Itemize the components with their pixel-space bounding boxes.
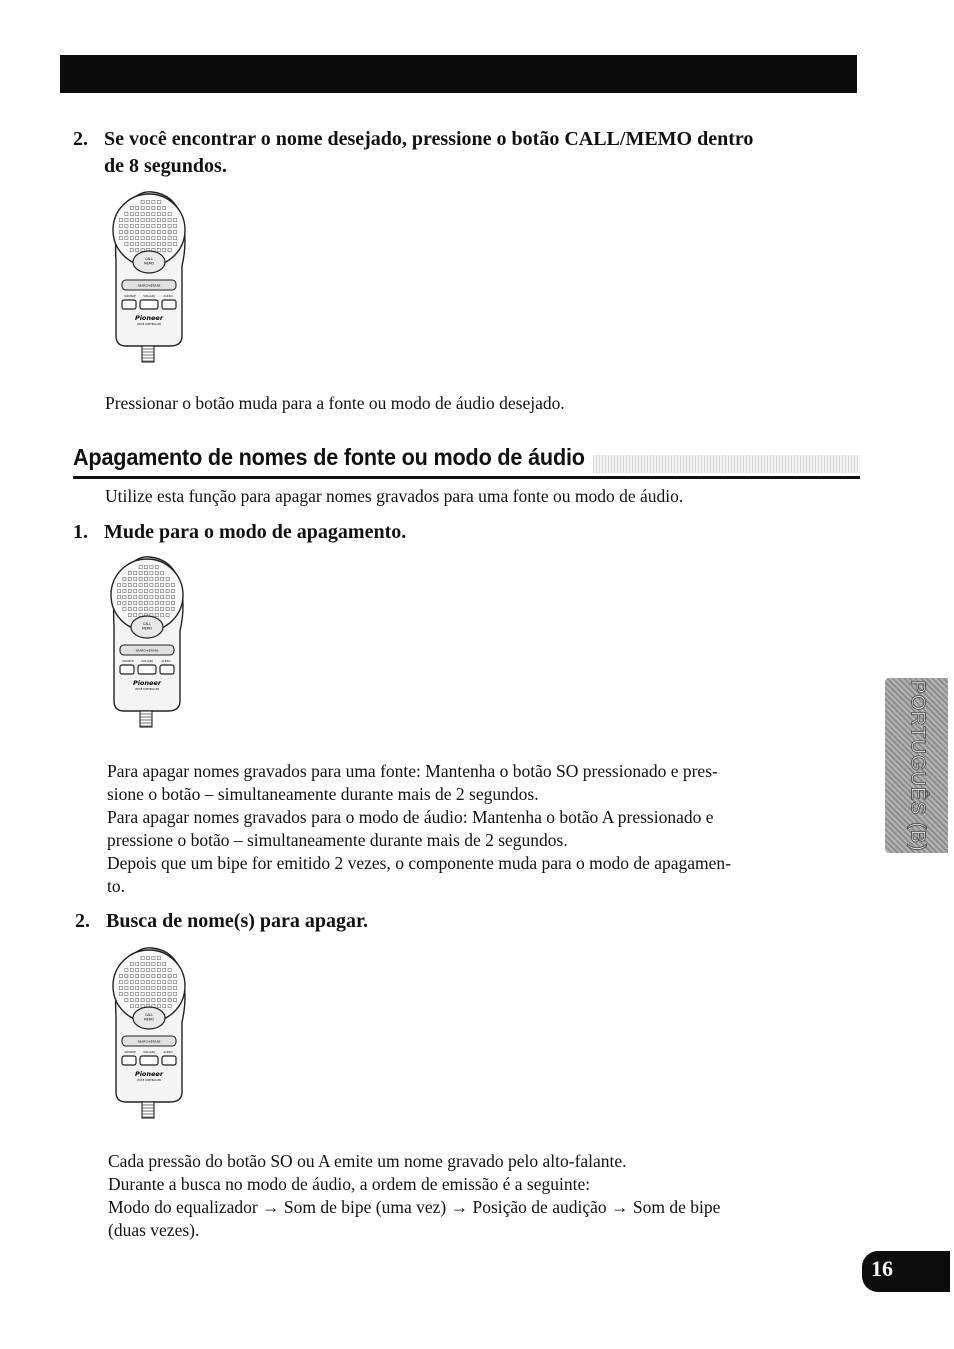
volume-label: VOL/ADJ	[143, 294, 155, 298]
source-button	[120, 665, 134, 674]
cable-connector	[142, 1102, 154, 1118]
paragraph-line: Para apagar nomes gravados para o modo de áudio: Mantenha o botão A pressionado e	[107, 807, 714, 827]
paragraph-line: Cada pressão do botão SO ou A emite um nome gravado pelo alto-falante.	[108, 1151, 627, 1171]
paragraph-search-order	[108, 1150, 720, 1242]
audio-button	[160, 665, 174, 674]
source-button	[122, 300, 136, 309]
volume-label: VOL/ADJ	[141, 659, 153, 663]
audio-button	[162, 300, 176, 309]
paragraph-line: Modo do equalizador → Som de bipe (uma vez) → Posição de audição → Som de bipe	[108, 1197, 721, 1217]
memo-label: MEMO	[141, 626, 153, 631]
paragraph-line: to.	[107, 876, 125, 896]
source-label: SOURCE	[124, 294, 136, 298]
step-search-names	[75, 908, 575, 936]
volume-button	[140, 300, 158, 309]
paragraph-line: Pressionar o botão muda para a fonte ou modo de áudio desejado.	[105, 393, 565, 413]
volume-label: VOL/ADJ	[143, 1050, 155, 1054]
call-label: CALL	[145, 1013, 153, 1017]
brand-logo: Pioneer	[134, 314, 164, 322]
search-label: SEARCH/ERASE	[137, 283, 161, 288]
cable-connector	[140, 711, 152, 727]
call-label: CALL	[143, 622, 151, 626]
paragraph-erase-instructions	[107, 760, 731, 898]
header-bar	[60, 55, 857, 93]
paragraph-line: (duas vezes).	[108, 1220, 200, 1240]
paragraph-line: pressione o botão – simultaneamente durante mais de 2 segundos.	[107, 830, 568, 850]
call-label: CALL	[145, 257, 153, 261]
audio-label: AUDIO	[163, 1050, 173, 1054]
paragraph-line: Depois que um bipe for emitido 2 vezes, o componente muda para o modo de apagamen-	[107, 853, 731, 873]
language-tab	[885, 678, 948, 853]
paragraph-press-result	[105, 392, 565, 415]
model-label: VOICE CONTROLLER	[136, 323, 162, 326]
paragraph-line: Para apagar nomes gravados para uma fonte: Mantenha o botão SO pressionado e pres-	[107, 761, 718, 781]
step-text-line1: Mude para o modo de apagamento.	[104, 521, 407, 543]
voice-controller-illustration-2	[106, 553, 186, 731]
step-number: 2.	[75, 910, 90, 932]
volume-button	[140, 1056, 158, 1065]
heading-rule	[73, 476, 860, 479]
language-tab-label: PORTUGUÊS (B)	[906, 679, 928, 852]
audio-button	[162, 1056, 176, 1065]
search-label: SEARCH/ERASE	[137, 1039, 161, 1044]
model-label: VOICE CONTROLLER	[134, 688, 160, 691]
brand-logo: Pioneer	[134, 1070, 164, 1078]
step-text-line1: Busca de nome(s) para apagar.	[106, 910, 369, 932]
voice-controller-illustration-1	[108, 188, 188, 366]
section-heading	[73, 443, 860, 479]
paragraph-section-intro	[105, 485, 683, 508]
paragraph-line: sione o botão – simultaneamente durante mais de 2 segundos.	[107, 784, 539, 804]
step-number: 1.	[73, 521, 88, 543]
step-text-line2: de 8 segundos.	[104, 155, 227, 177]
volume-button	[138, 665, 156, 674]
cable-connector	[142, 346, 154, 362]
step-number: 2.	[73, 128, 88, 150]
step-erase-mode	[73, 519, 573, 547]
page-number-badge	[862, 1251, 950, 1292]
source-label: SOURCE	[124, 1050, 136, 1054]
voice-controller-illustration-3	[108, 944, 188, 1122]
memo-label: MEMO	[143, 1017, 155, 1022]
paragraph-line: Utilize esta função para apagar nomes gravados para uma fonte ou modo de áudio.	[105, 486, 684, 506]
source-label: SOURCE	[122, 659, 134, 663]
paragraph-line: Durante a busca no modo de áudio, a ordem de emissão é a seguinte:	[108, 1174, 591, 1194]
memo-label: MEMO	[143, 261, 155, 266]
audio-label: AUDIO	[161, 659, 171, 663]
section-title: Apagamento de nomes de fonte ou modo de áudio	[73, 444, 585, 470]
page-number: 16	[871, 1256, 893, 1281]
step-text-line1: Se você encontrar o nome desejado, pressione o botão CALL/MEMO dentro	[104, 128, 754, 150]
model-label: VOICE CONTROLLER	[136, 1079, 162, 1082]
source-button	[122, 1056, 136, 1065]
audio-label: AUDIO	[163, 294, 173, 298]
heading-shade	[593, 455, 860, 473]
brand-logo: Pioneer	[132, 679, 162, 687]
step-select-name	[73, 126, 853, 182]
search-label: SEARCH/ERASE	[135, 648, 159, 653]
